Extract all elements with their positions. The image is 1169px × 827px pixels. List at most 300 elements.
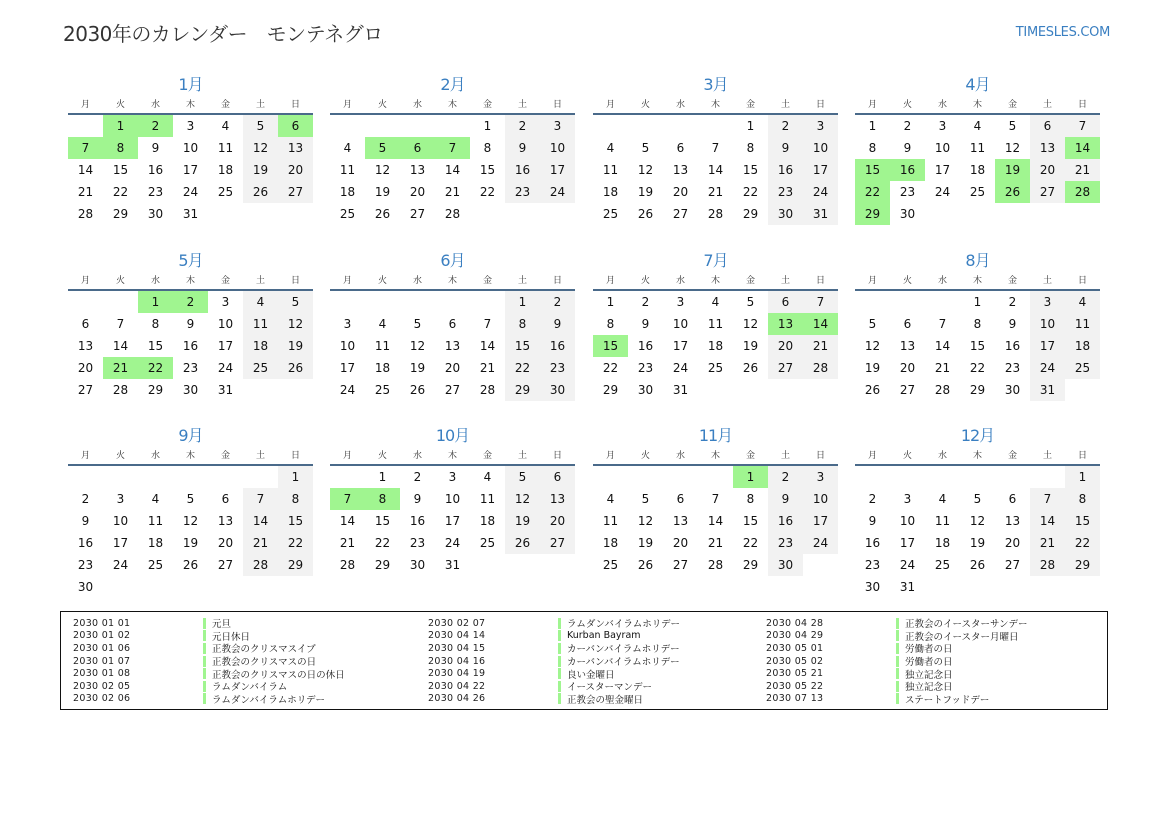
- weekday-label: 金: [745, 100, 755, 110]
- holiday-date: 2030 01 07: [73, 655, 131, 667]
- day-cell: 1: [973, 295, 982, 309]
- day-cell: 10: [1030, 313, 1065, 335]
- holiday-entry: [766, 680, 1028, 693]
- day-cell: 19: [278, 335, 313, 357]
- week-row: [68, 203, 313, 225]
- day-cell: 26: [969, 558, 986, 572]
- week-row: [68, 115, 313, 137]
- day-cell: 7: [1065, 115, 1100, 137]
- empty-day-cell: [925, 291, 960, 313]
- day-cell: 14: [339, 514, 356, 528]
- day-cell: 28: [339, 558, 356, 572]
- day-cell: 30: [899, 207, 916, 221]
- holiday-date: 2030 01 02: [73, 630, 131, 642]
- day-cell: 17: [339, 361, 356, 375]
- empty-day-cell: [103, 291, 138, 313]
- week-row: [855, 313, 1100, 335]
- day-cell: 18: [217, 163, 234, 177]
- day-cell: 14: [243, 510, 278, 532]
- day-cell: 23: [409, 536, 426, 550]
- month-calendar: [68, 75, 313, 225]
- day-cell: 4: [243, 291, 278, 313]
- day-cell: 26: [637, 207, 654, 221]
- week-row: [593, 181, 838, 203]
- day-cell: 8: [278, 488, 313, 510]
- weekday-label: 土: [780, 276, 790, 286]
- month-calendar: [593, 426, 838, 576]
- holiday-marker: [896, 656, 899, 667]
- day-cell: 22: [1065, 532, 1100, 554]
- day-cell: 22: [278, 532, 313, 554]
- day-cell: 25: [339, 207, 356, 221]
- day-cell: 4: [973, 119, 982, 133]
- day-cell: 11: [243, 313, 278, 335]
- day-cell: 11: [217, 141, 234, 155]
- day-cell: 10: [803, 137, 838, 159]
- day-cell: 17: [217, 339, 234, 353]
- day-cell: 10: [339, 339, 356, 353]
- day-cell: 8: [151, 317, 160, 331]
- holiday-date: 2030 02 06: [73, 693, 131, 705]
- weekday-label: 月: [80, 451, 90, 461]
- day-cell: 28: [112, 383, 129, 397]
- week-row: [68, 510, 313, 532]
- day-cell: 14: [934, 339, 951, 353]
- empty-day-cell: [1065, 379, 1100, 401]
- empty-day-cell: [243, 379, 278, 401]
- weekday-header: [855, 449, 1100, 466]
- day-cell: 24: [540, 181, 575, 203]
- day-cell: 15: [374, 514, 391, 528]
- day-cell: 8: [746, 141, 755, 155]
- holiday-column-1: [73, 617, 345, 705]
- holiday-name: 元日休日: [212, 631, 251, 643]
- day-cell: 29: [112, 207, 129, 221]
- day-cell: 29: [602, 383, 619, 397]
- day-cell: 6: [448, 317, 457, 331]
- empty-day-cell: [995, 466, 1030, 488]
- day-cell: 28: [934, 383, 951, 397]
- holiday-entry: [73, 667, 345, 680]
- day-cell: 10: [540, 137, 575, 159]
- weekday-label: 木: [185, 276, 195, 286]
- day-cell: 6: [400, 137, 435, 159]
- day-cell: 28: [479, 383, 496, 397]
- day-cell: 19: [969, 536, 986, 550]
- empty-day-cell: [855, 291, 890, 313]
- day-cell: 15: [505, 335, 540, 357]
- weekday-label: 金: [1007, 451, 1017, 461]
- month-title: 11月: [698, 426, 733, 445]
- day-cell: 3: [676, 295, 685, 309]
- day-cell: 7: [1030, 488, 1065, 510]
- weekday-label: 水: [150, 451, 160, 461]
- holiday-name: 独立記念日: [905, 669, 953, 681]
- day-cell: 13: [217, 514, 234, 528]
- weekday-label: 土: [517, 276, 527, 286]
- day-cell: 7: [711, 492, 720, 506]
- holiday-name: 良い金曜日: [567, 669, 615, 681]
- day-cell: 3: [938, 119, 947, 133]
- day-cell: 6: [221, 492, 230, 506]
- day-cell: 16: [77, 536, 94, 550]
- weekday-label: 金: [220, 451, 230, 461]
- month-calendar: [68, 251, 313, 401]
- day-cell: 28: [707, 207, 724, 221]
- weekday-label: 日: [1077, 451, 1087, 461]
- week-row: [330, 466, 575, 488]
- holiday-marker: [558, 656, 561, 667]
- weekday-label: 火: [377, 100, 387, 110]
- month-title: 10月: [435, 426, 470, 445]
- day-cell: 16: [182, 339, 199, 353]
- day-cell: 2: [868, 492, 877, 506]
- empty-day-cell: [173, 466, 208, 488]
- day-cell: 12: [505, 488, 540, 510]
- day-cell: 2: [173, 291, 208, 313]
- day-cell: 31: [1030, 379, 1065, 401]
- empty-day-cell: [470, 554, 505, 576]
- holiday-name: ラムダンバイラムホリデー: [212, 694, 326, 706]
- day-cell: 2: [768, 115, 803, 137]
- day-cell: 23: [182, 361, 199, 375]
- weekday-label: 木: [972, 100, 982, 110]
- holiday-date: 2030 04 22: [428, 680, 486, 692]
- holiday-marker: [203, 693, 206, 704]
- week-row: [855, 466, 1100, 488]
- day-cell: 27: [217, 558, 234, 572]
- weekday-header: [330, 98, 575, 115]
- day-cell: 20: [899, 361, 916, 375]
- month-calendar: [330, 75, 575, 225]
- day-cell: 4: [151, 492, 160, 506]
- day-cell: 21: [479, 361, 496, 375]
- day-cell: 23: [147, 185, 164, 199]
- day-cell: 27: [768, 357, 803, 379]
- empty-day-cell: [68, 291, 103, 313]
- day-cell: 5: [1008, 119, 1017, 133]
- day-cell: 14: [479, 339, 496, 353]
- week-row: [855, 335, 1100, 357]
- day-cell: 9: [868, 514, 877, 528]
- empty-day-cell: [1065, 576, 1100, 598]
- day-cell: 29: [505, 379, 540, 401]
- weekday-label: 木: [447, 276, 457, 286]
- day-cell: 16: [540, 335, 575, 357]
- empty-day-cell: [68, 466, 103, 488]
- empty-day-cell: [208, 576, 243, 598]
- weekday-label: 日: [552, 100, 562, 110]
- month-title: 8月: [965, 251, 990, 270]
- day-cell: 15: [112, 163, 129, 177]
- day-cell: 9: [186, 317, 195, 331]
- day-cell: 9: [903, 141, 912, 155]
- weekday-label: 木: [710, 100, 720, 110]
- day-cell: 16: [864, 536, 881, 550]
- week-row: [68, 357, 313, 379]
- day-cell: 19: [243, 159, 278, 181]
- day-cell: 9: [413, 492, 422, 506]
- empty-day-cell: [768, 379, 803, 401]
- holiday-name: 労働者の日: [905, 644, 953, 656]
- month-title: 2月: [440, 75, 465, 94]
- day-cell: 21: [77, 185, 94, 199]
- empty-day-cell: [278, 379, 313, 401]
- month-calendar: [330, 251, 575, 401]
- holiday-entry: [766, 630, 1028, 643]
- holiday-date: 2030 05 01: [766, 642, 824, 654]
- holiday-entry: [766, 617, 1028, 630]
- week-row: [593, 554, 838, 576]
- day-cell: 23: [637, 361, 654, 375]
- empty-day-cell: [138, 466, 173, 488]
- empty-day-cell: [803, 379, 838, 401]
- week-row: [593, 291, 838, 313]
- day-cell: 3: [448, 470, 457, 484]
- holiday-marker: [558, 630, 561, 641]
- day-cell: 14: [444, 163, 461, 177]
- day-cell: 21: [339, 536, 356, 550]
- day-cell: 27: [672, 207, 689, 221]
- holiday-date: 2030 04 14: [428, 630, 486, 642]
- day-cell: 23: [1004, 361, 1021, 375]
- empty-day-cell: [435, 291, 470, 313]
- day-cell: 22: [112, 185, 129, 199]
- holiday-marker: [203, 643, 206, 654]
- day-cell: 16: [768, 159, 803, 181]
- month-title: 12月: [960, 426, 995, 445]
- weekday-label: 日: [1077, 100, 1087, 110]
- day-cell: 4: [221, 119, 230, 133]
- day-cell: 1: [733, 466, 768, 488]
- day-cell: 13: [444, 339, 461, 353]
- day-cell: 10: [444, 492, 461, 506]
- site-logo[interactable]: TIMESLES.COM: [1015, 25, 1110, 40]
- day-cell: 1: [103, 115, 138, 137]
- holiday-column-2: [428, 617, 680, 705]
- day-cell: 8: [606, 317, 615, 331]
- holiday-entry: [428, 667, 680, 680]
- day-cell: 27: [1030, 181, 1065, 203]
- weekday-label: 土: [517, 100, 527, 110]
- day-cell: 16: [147, 163, 164, 177]
- day-cell: 5: [505, 466, 540, 488]
- day-cell: 17: [182, 163, 199, 177]
- week-row: [68, 137, 313, 159]
- holiday-marker: [558, 693, 561, 704]
- holiday-entry: [73, 617, 345, 630]
- month-calendar: [855, 426, 1100, 598]
- day-cell: 15: [742, 163, 759, 177]
- weekday-label: 木: [185, 100, 195, 110]
- day-cell: 8: [746, 492, 755, 506]
- weekday-header: [68, 274, 313, 291]
- day-cell: 7: [243, 488, 278, 510]
- day-cell: 24: [899, 558, 916, 572]
- day-cell: 20: [77, 361, 94, 375]
- day-cell: 18: [602, 536, 619, 550]
- day-cell: 14: [77, 163, 94, 177]
- week-row: [330, 115, 575, 137]
- day-cell: 3: [186, 119, 195, 133]
- day-cell: 9: [1008, 317, 1017, 331]
- weekday-header: [593, 98, 838, 115]
- day-cell: 23: [899, 185, 916, 199]
- day-cell: 6: [676, 141, 685, 155]
- holiday-marker: [558, 681, 561, 692]
- day-cell: 23: [77, 558, 94, 572]
- day-cell: 26: [182, 558, 199, 572]
- day-cell: 30: [77, 580, 94, 594]
- day-cell: 26: [278, 357, 313, 379]
- day-cell: 26: [995, 181, 1030, 203]
- holiday-entry: [766, 642, 1028, 655]
- empty-day-cell: [628, 115, 663, 137]
- day-cell: 1: [746, 119, 755, 133]
- holiday-date: 2030 02 07: [428, 617, 486, 629]
- week-row: [593, 335, 838, 357]
- holiday-date: 2030 04 29: [766, 630, 824, 642]
- weekday-label: 月: [342, 276, 352, 286]
- day-cell: 15: [855, 159, 890, 181]
- day-cell: 25: [934, 558, 951, 572]
- day-cell: 17: [803, 510, 838, 532]
- weekday-label: 木: [710, 451, 720, 461]
- month-title: 3月: [703, 75, 728, 94]
- empty-day-cell: [540, 554, 575, 576]
- weekday-label: 木: [972, 451, 982, 461]
- weekday-label: 金: [1007, 276, 1017, 286]
- day-cell: 15: [278, 510, 313, 532]
- day-cell: 12: [864, 339, 881, 353]
- day-cell: 10: [899, 514, 916, 528]
- empty-day-cell: [890, 466, 925, 488]
- weekday-header: [593, 274, 838, 291]
- month-title: 1月: [178, 75, 203, 94]
- day-cell: 4: [1065, 291, 1100, 313]
- holiday-name: 正教会の聖金曜日: [567, 694, 644, 706]
- day-cell: 25: [602, 207, 619, 221]
- holiday-marker: [558, 643, 561, 654]
- day-cell: 12: [742, 317, 759, 331]
- empty-day-cell: [995, 576, 1030, 598]
- holiday-date: 2030 05 21: [766, 668, 824, 680]
- day-cell: 31: [899, 580, 916, 594]
- empty-day-cell: [1030, 576, 1065, 598]
- weekday-label: 金: [745, 451, 755, 461]
- day-cell: 12: [637, 514, 654, 528]
- holiday-date: 2030 04 15: [428, 642, 486, 654]
- weekday-label: 水: [412, 451, 422, 461]
- empty-day-cell: [698, 379, 733, 401]
- month-title: 6月: [440, 251, 465, 270]
- day-cell: 5: [973, 492, 982, 506]
- day-cell: 9: [505, 137, 540, 159]
- day-cell: 21: [803, 335, 838, 357]
- day-cell: 2: [413, 470, 422, 484]
- day-cell: 5: [746, 295, 755, 309]
- day-cell: 6: [540, 466, 575, 488]
- weekday-label: 火: [115, 451, 125, 461]
- holiday-date: 2030 05 02: [766, 655, 824, 667]
- week-row: [330, 379, 575, 401]
- day-cell: 12: [409, 339, 426, 353]
- holiday-name: 独立記念日: [905, 682, 953, 694]
- day-cell: 18: [243, 335, 278, 357]
- day-cell: 25: [374, 383, 391, 397]
- day-cell: 2: [138, 115, 173, 137]
- day-cell: 9: [151, 141, 160, 155]
- day-cell: 11: [602, 163, 619, 177]
- day-cell: 14: [707, 514, 724, 528]
- week-row: [855, 379, 1100, 401]
- month-calendar: [68, 426, 313, 598]
- day-cell: 24: [182, 185, 199, 199]
- empty-day-cell: [365, 291, 400, 313]
- week-row: [593, 466, 838, 488]
- day-cell: 8: [483, 141, 492, 155]
- week-row: [68, 466, 313, 488]
- holiday-marker: [896, 643, 899, 654]
- week-row: [593, 159, 838, 181]
- day-cell: 18: [934, 536, 951, 550]
- day-cell: 1: [138, 291, 173, 313]
- holiday-name: 労働者の日: [905, 657, 953, 669]
- day-cell: 16: [637, 339, 654, 353]
- day-cell: 23: [864, 558, 881, 572]
- day-cell: 24: [934, 185, 951, 199]
- holiday-marker: [896, 618, 899, 629]
- day-cell: 18: [602, 185, 619, 199]
- day-cell: 20: [540, 510, 575, 532]
- day-cell: 2: [903, 119, 912, 133]
- empty-day-cell: [330, 466, 365, 488]
- day-cell: 2: [540, 291, 575, 313]
- empty-day-cell: [855, 466, 890, 488]
- day-cell: 31: [672, 383, 689, 397]
- weekday-label: 金: [482, 100, 492, 110]
- week-row: [68, 488, 313, 510]
- day-cell: 8: [103, 137, 138, 159]
- holiday-name: 正教会のクリスマスイブ: [212, 644, 316, 656]
- day-cell: 20: [768, 335, 803, 357]
- holiday-name: Kurban Bayram: [567, 630, 641, 642]
- weekday-header: [855, 98, 1100, 115]
- day-cell: 17: [934, 163, 951, 177]
- day-cell: 20: [672, 185, 689, 199]
- day-cell: 1: [483, 119, 492, 133]
- weekday-label: 金: [745, 276, 755, 286]
- day-cell: 20: [409, 185, 426, 199]
- day-cell: 24: [1030, 357, 1065, 379]
- day-cell: 30: [147, 207, 164, 221]
- empty-day-cell: [103, 576, 138, 598]
- day-cell: 4: [378, 317, 387, 331]
- week-row: [330, 159, 575, 181]
- day-cell: 12: [969, 514, 986, 528]
- empty-day-cell: [243, 466, 278, 488]
- weekday-label: 土: [780, 100, 790, 110]
- day-cell: 5: [868, 317, 877, 331]
- empty-day-cell: [960, 466, 995, 488]
- holiday-entry: [73, 642, 345, 655]
- week-row: [68, 554, 313, 576]
- weekday-label: 水: [150, 100, 160, 110]
- day-cell: 21: [1030, 532, 1065, 554]
- weekday-label: 土: [255, 276, 265, 286]
- holiday-name: 正教会のクリスマスの日: [212, 657, 317, 669]
- day-cell: 30: [768, 554, 803, 576]
